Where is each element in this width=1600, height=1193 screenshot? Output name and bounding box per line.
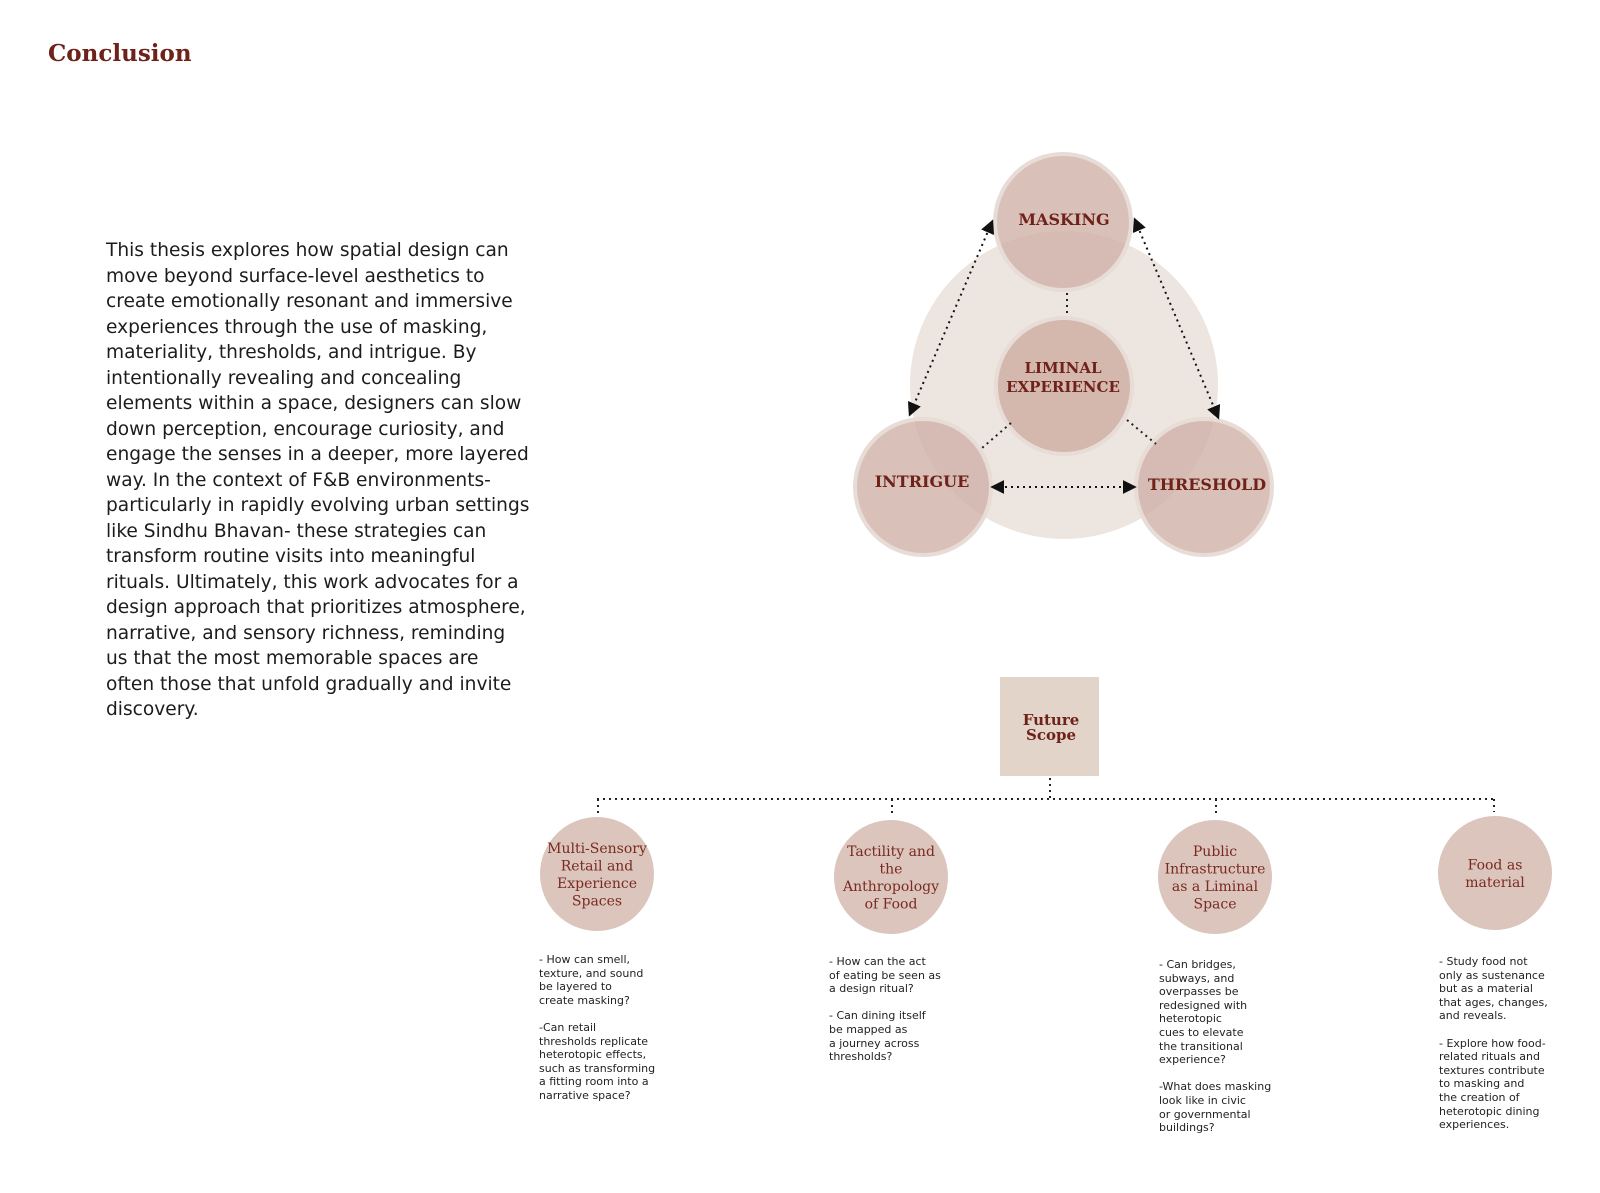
question-spacer [829, 996, 941, 1010]
question-line: a design ritual? [829, 982, 914, 996]
branch-label-line: Food as [1467, 857, 1523, 874]
paragraph-line: This thesis explores how spatial design can [106, 240, 509, 261]
paragraph-line: discovery. [106, 699, 199, 720]
question-line: look like in civic [1159, 1093, 1246, 1107]
question-line: or governmental [1159, 1107, 1251, 1121]
question-line: - Can bridges, [1159, 958, 1236, 971]
threshold-label: THRESHOLD [1147, 475, 1267, 494]
branch-questions-tactility [829, 955, 941, 1064]
question-line: buildings? [1159, 1121, 1215, 1135]
question-line: create masking? [539, 993, 630, 1007]
question-line: related rituals and [1439, 1050, 1540, 1064]
branch-questions-food-material [1439, 955, 1548, 1132]
liminal-label-line1: LIMINAL [1024, 359, 1102, 377]
liminal-label-line2: EXPERIENCE [1006, 378, 1120, 396]
branch-labels [547, 841, 1525, 913]
paragraph-line: like Sindhu Bhavan- these strategies can [106, 520, 487, 542]
question-line: - Explore how food- [1439, 1036, 1546, 1050]
masking-label: MASKING [1018, 210, 1110, 229]
future-scope-label-line2: Scope [1025, 726, 1077, 744]
question-line: -Can retail [539, 1020, 597, 1034]
branch-label-line: as a Liminal [1171, 878, 1259, 895]
question-line: textures contribute [1439, 1063, 1545, 1077]
branch-label-line: the [879, 861, 903, 878]
intrigue-label: INTRIGUE [874, 472, 970, 491]
liminal-diagram [855, 154, 1272, 555]
paragraph-line: materiality, thresholds, and intrigue. By [106, 342, 477, 363]
question-line: experiences. [1439, 1118, 1510, 1132]
paragraph-line: experiences through the use of masking, [106, 316, 488, 338]
question-line: thresholds replicate [539, 1034, 649, 1048]
paragraph-line: move beyond surface-level aesthetics to [106, 265, 485, 287]
paragraph-line: often those that unfold gradually and invite [106, 673, 512, 695]
question-line: of eating be seen as [829, 968, 941, 982]
question-line: narrative space? [539, 1088, 631, 1102]
branch-label-line: of Food [864, 896, 918, 913]
question-line: cues to elevate [1159, 1025, 1244, 1039]
branch-label-line: Anthropology [842, 878, 940, 895]
question-line: - How can smell, [539, 953, 631, 966]
page-title: Conclusion [48, 40, 192, 67]
branch-questions-public-infrastructure [1159, 958, 1271, 1135]
question-line: be mapped as [829, 1022, 908, 1036]
question-line: heterotopic [1159, 1012, 1222, 1026]
paragraph-line: create emotionally resonant and immersive [106, 291, 513, 312]
branch-label-line: Retail and [560, 858, 634, 875]
question-line: be layered to [539, 980, 612, 994]
question-line: heterotopic effects, [539, 1048, 647, 1062]
paragraph-line: narrative, and sensory richness, reminding [106, 622, 506, 644]
question-line: experience? [1159, 1053, 1226, 1067]
question-line: subways, and [1159, 971, 1235, 985]
paragraph-line: particularly in rapidly evolving urban settings [106, 495, 530, 516]
question-spacer [539, 1007, 655, 1021]
paragraph-line: intentionally revealing and concealing [106, 367, 462, 389]
question-line: texture, and sound [539, 966, 644, 980]
paragraph-line: elements within a space, designers can slow [106, 393, 522, 414]
question-line: a fitting room into a [539, 1075, 649, 1089]
question-line: -What does masking [1159, 1080, 1272, 1094]
paragraph-line: transform routine visits into meaningful [106, 546, 476, 567]
question-line: the transitional [1159, 1039, 1243, 1053]
branch-label-line: Experience [557, 875, 637, 892]
question-line: that ages, changes, [1439, 995, 1548, 1009]
branch-label-line: Multi-Sensory [547, 840, 647, 857]
branch-label-line: Infrastructure [1164, 861, 1266, 878]
branch-questions-multi-sensory [539, 953, 655, 1103]
future-scope-label-line1: Future [1022, 711, 1080, 729]
question-line: a journey across [829, 1036, 920, 1050]
question-line: only as sustenance [1439, 968, 1545, 982]
paragraph-line: us that the most memorable spaces are [106, 648, 479, 669]
question-line: redesigned with [1159, 998, 1248, 1012]
question-spacer [1159, 1067, 1271, 1081]
branch-label-line: Space [1193, 896, 1237, 913]
paragraph-line: rituals. Ultimately, this work advocates for a [106, 571, 519, 593]
future-scope-tree [540, 677, 1552, 934]
question-line: such as transforming [539, 1061, 656, 1075]
paragraph-line: engage the senses in a deeper, more layered [106, 444, 529, 465]
question-line: - Can dining itself [829, 1009, 926, 1023]
question-line: heterotopic dining [1439, 1104, 1540, 1118]
branch-label-line: Public [1192, 843, 1238, 860]
question-line: overpasses be [1159, 985, 1239, 999]
paragraph-line: way. In the context of F&B environments- [106, 469, 491, 491]
paragraph-line: down perception, encourage curiosity, and [106, 418, 505, 440]
question-spacer [1439, 1023, 1548, 1037]
branch-label-line: Tactility and [847, 843, 935, 860]
question-line: - How can the act [829, 955, 926, 968]
question-line: - Study food not [1439, 955, 1528, 968]
question-line: the creation of [1439, 1090, 1520, 1104]
question-line: but as a material [1439, 982, 1533, 996]
question-line: and reveals. [1439, 1009, 1507, 1023]
paragraph-line: design approach that prioritizes atmosphere, [106, 597, 526, 618]
branch-label-line: Spaces [571, 893, 623, 910]
question-line: to masking and [1439, 1077, 1525, 1091]
branch-label-line: material [1465, 874, 1525, 891]
question-line: thresholds? [829, 1050, 893, 1064]
